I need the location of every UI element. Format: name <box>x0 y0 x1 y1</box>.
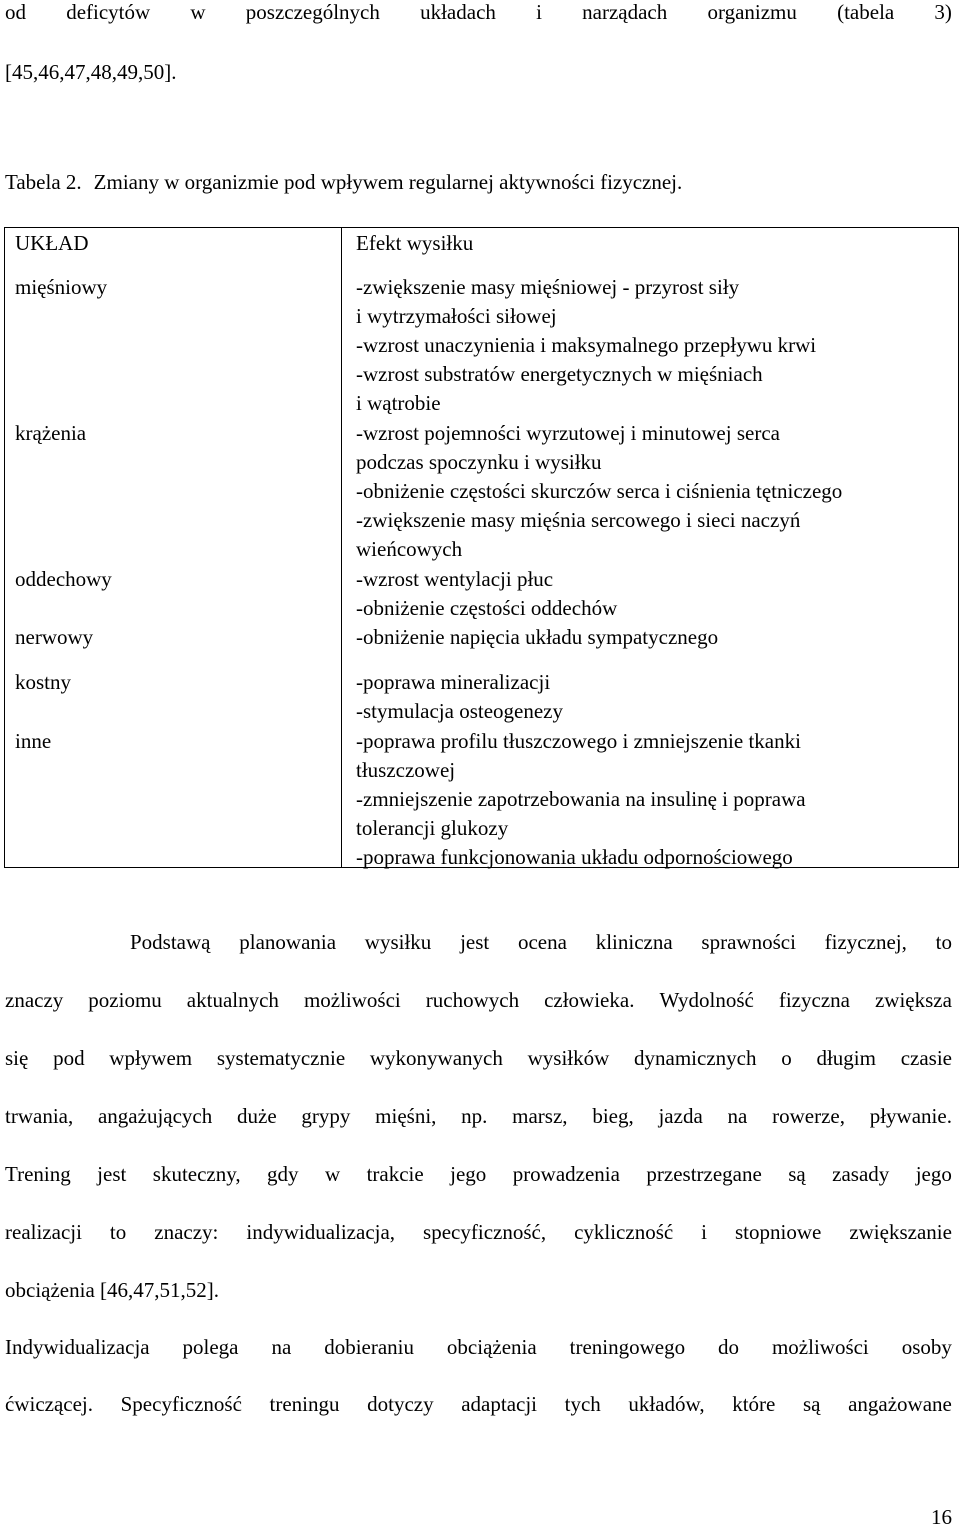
word: obciążenia <box>446 1335 537 1359</box>
word: przestrzegane <box>646 1162 762 1186</box>
word: układach <box>420 0 496 24</box>
word: angażujących <box>97 1104 213 1128</box>
intro-line <box>5 0 952 24</box>
word: Specyficzność <box>120 1392 242 1416</box>
word: wykonywanych <box>369 1046 503 1070</box>
word: gdy <box>267 1162 299 1186</box>
word: i <box>701 1220 708 1244</box>
paragraph-line <box>5 1220 952 1244</box>
table-row-effect-line: -zmniejszenie zapotrzebowania na insulinę i poprawa <box>356 787 806 811</box>
table-row-system: mięśniowy <box>15 275 108 299</box>
word: pod <box>53 1046 85 1070</box>
word: Indywidualizacja <box>5 1335 150 1359</box>
word: poszczególnych <box>245 0 380 24</box>
word: fizyczna <box>778 988 850 1012</box>
table-row-effect-line: -poprawa profilu tłuszczowego i zmniejszenie tkanki <box>356 729 801 753</box>
table-row-effect-line: -wzrost wentylacji płuc <box>356 567 554 591</box>
word: angażowane <box>848 1392 952 1416</box>
word: np. <box>461 1104 488 1128</box>
word: to <box>935 930 952 954</box>
word: indywidualizacja, <box>246 1220 396 1244</box>
table-row-effect-line: -obniżenie częstości skurczów serca i ciśnienia tętniczego <box>356 479 843 503</box>
table-row-system: nerwowy <box>15 625 94 649</box>
table-row-effect-line: -wzrost pojemności wyrzutowej i minutowej serca <box>356 421 780 445</box>
paragraph-line <box>5 1392 952 1416</box>
table-row-effect-line: -zwiększenie masy mięśnia sercowego i sieci naczyń <box>356 508 801 532</box>
word: czasie <box>900 1046 952 1070</box>
table-caption-label: Tabela 2. <box>5 170 82 194</box>
table-row-effect-line: podczas spoczynku i wysiłku <box>356 450 602 474</box>
word: dotyczy <box>367 1392 434 1416</box>
word: skuteczny, <box>152 1162 241 1186</box>
table-header-effect: Efekt wysiłku <box>356 231 474 255</box>
word: kliniczna <box>595 930 673 954</box>
word: układów, <box>628 1392 705 1416</box>
word: możliwości <box>771 1335 869 1359</box>
word: wysiłku <box>364 930 432 954</box>
word: jazda <box>658 1104 703 1128</box>
word: polega <box>182 1335 239 1359</box>
table-caption-text: Zmiany w organizmie pod wpływem regularnej aktywności fizycznej. <box>93 170 683 194</box>
table-row-effect-line: -stymulacja osteogenezy <box>356 699 564 723</box>
word: treningowego <box>569 1335 686 1359</box>
word: osoby <box>901 1335 952 1359</box>
word: poziomu <box>88 988 162 1012</box>
word: znaczy: <box>154 1220 219 1244</box>
word: na <box>727 1104 748 1128</box>
table-row-effect-line: wieńcowych <box>356 537 463 561</box>
word: się <box>5 1046 29 1070</box>
word: sprawności <box>701 930 796 954</box>
word: bieg, <box>592 1104 634 1128</box>
word: 3) <box>934 0 952 24</box>
word: pływanie. <box>869 1104 952 1128</box>
word: marsz, <box>512 1104 568 1128</box>
word: tych <box>564 1392 601 1416</box>
word: na <box>271 1335 292 1359</box>
word: jest <box>97 1162 127 1186</box>
table-row-effect-line: -wzrost substratów energetycznych w mięśniach <box>356 362 763 386</box>
word: narządach <box>582 0 668 24</box>
word: grypy <box>301 1104 351 1128</box>
word: są <box>788 1162 806 1186</box>
table-row-effect-line: i wytrzymałości siłowej <box>356 304 557 328</box>
word: i <box>536 0 542 24</box>
word: ocena <box>517 930 567 954</box>
table-row-effect-line: tolerancji glukozy <box>356 816 509 840</box>
paragraph-line <box>130 930 952 954</box>
table-row-system: krążenia <box>15 421 87 445</box>
word: są <box>802 1392 821 1416</box>
word: jego <box>450 1162 487 1186</box>
effects-table <box>4 227 959 868</box>
word: Podstawą <box>130 930 211 954</box>
table-row-system: oddechowy <box>15 567 112 591</box>
word: realizacji <box>5 1220 82 1244</box>
intro-last-line: [45,46,47,48,49,50]. <box>5 60 177 84</box>
paragraph-line <box>5 1104 952 1128</box>
word: do <box>718 1335 740 1359</box>
paragraph-line <box>5 988 952 1012</box>
word: treningu <box>269 1392 340 1416</box>
word: wysiłków <box>527 1046 610 1070</box>
word: zasady <box>832 1162 890 1186</box>
word: zwiększanie <box>849 1220 952 1244</box>
word: stopniowe <box>735 1220 822 1244</box>
word: planowania <box>239 930 337 954</box>
word: dynamicznych <box>634 1046 757 1070</box>
table-caption <box>5 170 682 194</box>
word: znaczy <box>5 988 64 1012</box>
word: które <box>732 1392 776 1416</box>
table-row-effect-line: i wątrobie <box>356 391 441 415</box>
word: trwania, <box>5 1104 74 1128</box>
table-row-effect-line: -wzrost unaczynienia i maksymalnego przepływu krwi <box>356 333 817 357</box>
word: aktualnych <box>186 988 279 1012</box>
table-header-system: UKŁAD <box>15 231 89 255</box>
table-row-system: kostny <box>15 670 72 694</box>
table-row-effect-line: -zwiększenie masy mięśniowej - przyrost siły <box>356 275 740 299</box>
table-row-effect-line: -poprawa funkcjonowania układu odpornościowego <box>356 845 793 869</box>
table-row-effect-line: -poprawa mineralizacji <box>356 670 551 694</box>
word: specyficzność, <box>423 1220 547 1244</box>
word: jego <box>915 1162 952 1186</box>
word: długim <box>816 1046 876 1070</box>
word: o <box>781 1046 792 1070</box>
word: systematycznie <box>216 1046 346 1070</box>
word: jest <box>460 930 490 954</box>
word: w <box>190 0 206 24</box>
word: prowadzenia <box>512 1162 620 1186</box>
word: zwiększa <box>874 988 952 1012</box>
word: w <box>324 1162 341 1186</box>
word: od <box>5 0 26 24</box>
paragraph-last-line: obciążenia [46,47,51,52]. <box>5 1278 220 1302</box>
table-row-effect-line: -obniżenie częstości oddechów <box>356 596 618 620</box>
word: ćwiczącej. <box>5 1392 94 1416</box>
word: trakcie <box>366 1162 424 1186</box>
word: cykliczność <box>574 1220 674 1244</box>
word: Wydolność <box>659 988 754 1012</box>
table-row-effect-line: tłuszczowej <box>356 758 456 782</box>
word: dobieraniu <box>324 1335 414 1359</box>
word: wpływem <box>109 1046 193 1070</box>
word: mięśni, <box>375 1104 437 1128</box>
word: fizycznej, <box>824 930 907 954</box>
paragraph-line <box>5 1046 952 1070</box>
word: (tabela <box>837 0 895 24</box>
word: możliwości <box>303 988 401 1012</box>
word: to <box>109 1220 127 1244</box>
table-column-divider <box>341 228 342 867</box>
word: rowerze, <box>772 1104 845 1128</box>
word: duże <box>237 1104 277 1128</box>
word: Trening <box>5 1162 71 1186</box>
word: adaptacji <box>461 1392 538 1416</box>
word: ruchowych <box>425 988 520 1012</box>
word: człowieka. <box>544 988 635 1012</box>
word: deficytów <box>66 0 151 24</box>
page-number: 16 <box>931 1505 952 1529</box>
paragraph-line <box>5 1335 952 1359</box>
table-row-effect-line: -obniżenie napięcia układu sympatycznego <box>356 625 719 649</box>
paragraph-line <box>5 1162 952 1186</box>
word: organizmu <box>707 0 797 24</box>
table-row-system: inne <box>15 729 52 753</box>
